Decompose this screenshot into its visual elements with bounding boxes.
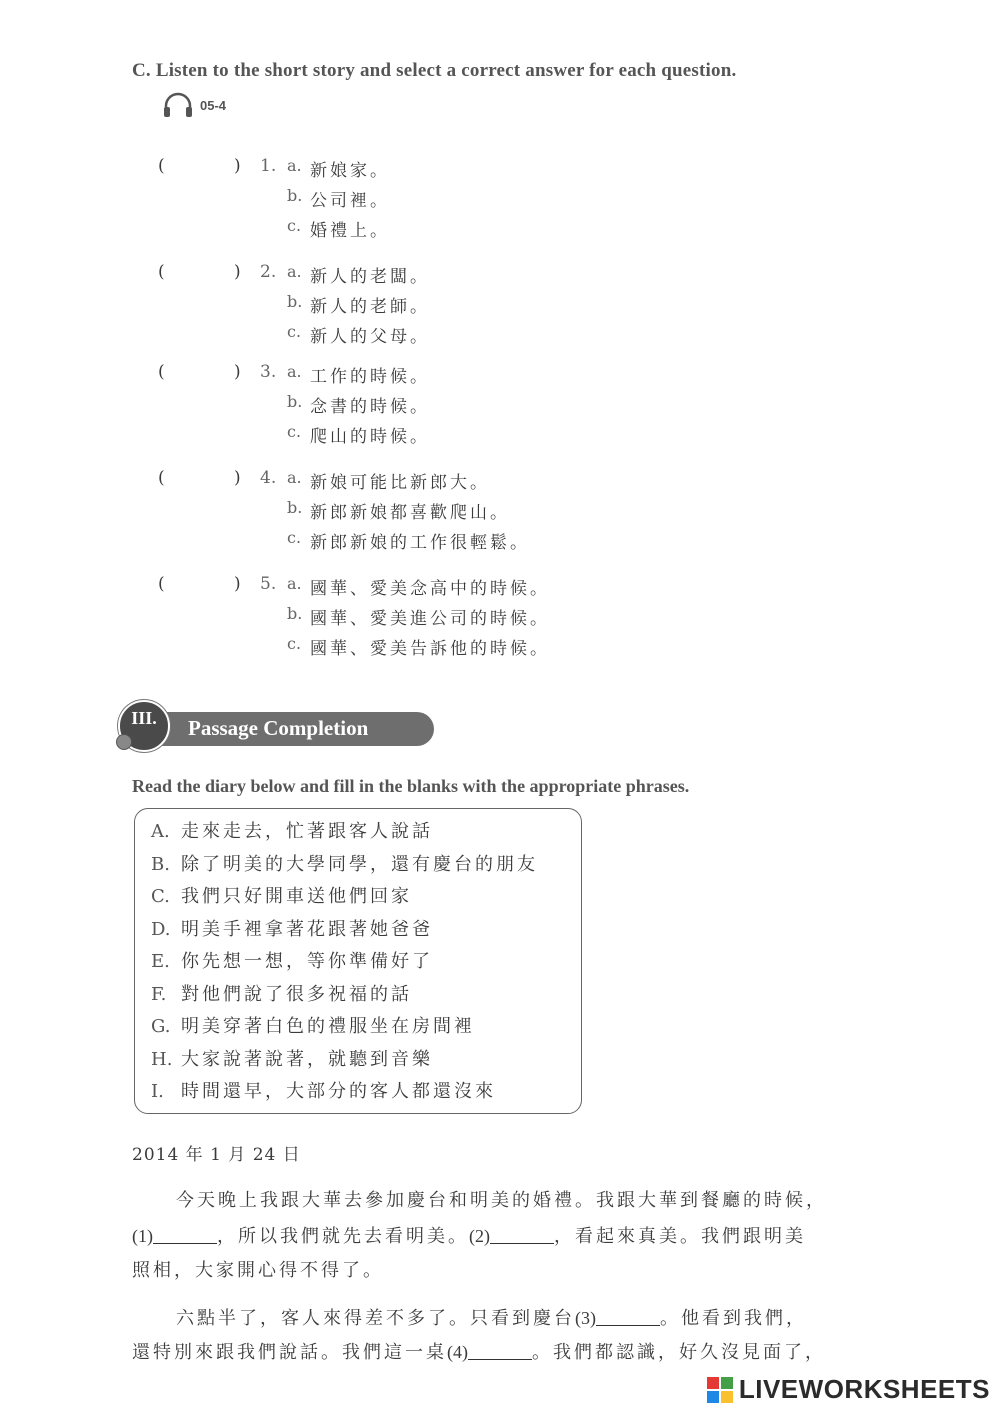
question-number: 1. <box>260 156 277 176</box>
phrase-text: 大家說著說著，就聽到音樂 <box>181 1048 433 1070</box>
option-letter: c. <box>287 322 302 341</box>
phrase-letter: C. <box>151 886 170 907</box>
question-number: 4. <box>260 468 277 488</box>
blank-1-number: (1) <box>132 1226 153 1246</box>
phrase-item[interactable] <box>151 947 433 973</box>
option-letter: a. <box>287 156 302 175</box>
phrase-item[interactable] <box>151 980 412 1006</box>
answer-paren-open[interactable]: ( <box>158 262 165 282</box>
diary-date: 2014 年 1 月 24 日 <box>132 1145 301 1165</box>
option-letter: b. <box>287 604 303 623</box>
liveworksheets-logo[interactable] <box>707 1374 990 1405</box>
logo-square <box>707 1391 719 1403</box>
phrase-text: 除了明美的大學同學，還有慶台的朋友 <box>181 853 538 875</box>
option-letter: c. <box>287 422 302 441</box>
diary-p1-line1: 今天晚上我跟大華去參加慶台和明美的婚禮。我跟大華到餐廳的時候， <box>176 1190 827 1211</box>
blank-2-number: (2) <box>469 1226 490 1246</box>
blank-1-input[interactable] <box>153 1223 217 1244</box>
phrase-item[interactable] <box>151 850 538 876</box>
blank-2-input[interactable] <box>490 1223 554 1244</box>
answer-paren-open[interactable]: ( <box>158 362 165 382</box>
option-text: 新郎新娘都喜歡爬山。 <box>310 503 510 523</box>
question-3-option-1[interactable] <box>158 362 758 392</box>
option-text: 公司裡。 <box>310 191 390 211</box>
phrase-text: 明美穿著白色的禮服坐在房間裡 <box>181 1016 475 1037</box>
phrase-letter: B. <box>151 853 170 875</box>
option-text: 新娘可能比新郎大。 <box>310 473 490 493</box>
question-5-option-3[interactable] <box>158 634 758 664</box>
answer-paren-open[interactable]: ( <box>158 156 165 176</box>
option-text: 國華、愛美進公司的時候。 <box>310 609 550 629</box>
section-iii-number: III. <box>131 708 157 728</box>
option-text: 新人的老師。 <box>310 297 430 317</box>
phrase-letter: E. <box>151 951 170 972</box>
option-letter: b. <box>287 186 303 205</box>
diary-p2-line2a: 還特別來跟我們說話。我們這一桌 <box>132 1342 447 1363</box>
phrase-box <box>134 808 582 1114</box>
phrase-letter: I. <box>151 1081 164 1102</box>
phrase-text: 你先想一想，等你準備好了 <box>181 951 433 972</box>
option-text: 爬山的時候。 <box>310 427 430 447</box>
diary-p2-line1b: 。他看到我們， <box>660 1308 807 1329</box>
diary-p1-line2b: ，看起來真美。我們跟明美 <box>554 1226 806 1247</box>
option-letter: a. <box>287 362 302 381</box>
question-2-option-3[interactable] <box>158 322 758 352</box>
question-1-option-3[interactable] <box>158 216 758 246</box>
phrase-letter: G. <box>151 1016 171 1037</box>
diary-p2-line1 <box>176 1304 807 1330</box>
option-text: 新人的老闆。 <box>310 267 430 287</box>
question-2-option-1[interactable] <box>158 262 758 292</box>
phrase-item[interactable] <box>151 915 433 941</box>
blank-4-input[interactable] <box>468 1339 532 1360</box>
question-1-option-2[interactable] <box>158 186 758 216</box>
phrase-item[interactable] <box>151 882 412 908</box>
answer-paren-open[interactable]: ( <box>158 574 165 594</box>
option-letter: b. <box>287 498 303 517</box>
option-letter: c. <box>287 216 302 235</box>
question-1-option-1[interactable] <box>158 156 758 186</box>
phrase-text: 我們只好開車送他們回家 <box>181 886 412 907</box>
phrase-letter: H. <box>151 1048 173 1070</box>
question-2 <box>158 262 758 352</box>
diary-p2-line2b: 。我們都認識，好久沒見面了， <box>532 1342 826 1363</box>
option-letter: a. <box>287 574 302 593</box>
phrase-letter: A. <box>151 821 170 842</box>
diary-p2-line1a: 六點半了，客人來得差不多了。只看到慶台 <box>176 1308 575 1329</box>
question-number: 3. <box>260 362 277 382</box>
section-iii-banner <box>116 700 446 756</box>
banner-dot <box>116 734 132 750</box>
question-4-option-3[interactable] <box>158 528 758 558</box>
question-number: 2. <box>260 262 277 282</box>
question-3-option-2[interactable] <box>158 392 758 422</box>
section-iii-instruction: Read the diary below and fill in the blanks with the appropriate phrases. <box>132 776 690 796</box>
answer-paren-close[interactable]: ) <box>234 262 241 282</box>
option-letter: b. <box>287 392 303 411</box>
phrase-letter: D. <box>151 918 171 940</box>
logo-text: LIVEWORKSHEETS <box>738 1374 990 1404</box>
question-3 <box>158 362 758 452</box>
answer-paren-close[interactable]: ) <box>234 156 241 176</box>
answer-paren-close[interactable]: ) <box>234 574 241 594</box>
question-2-option-2[interactable] <box>158 292 758 322</box>
diary-p1-line2a: ，所以我們就先去看明美。 <box>217 1226 469 1247</box>
phrase-text: 時間還早，大部分的客人都還沒來 <box>181 1081 496 1102</box>
logo-square <box>721 1377 733 1389</box>
option-letter: c. <box>287 528 302 547</box>
question-4-option-2[interactable] <box>158 498 758 528</box>
phrase-text: 走來走去，忙著跟客人說話 <box>181 821 433 842</box>
headphones-icon <box>162 92 194 118</box>
option-letter: a. <box>287 468 302 487</box>
logo-mark-icon <box>707 1377 733 1403</box>
logo-square <box>707 1377 719 1389</box>
audio-track[interactable] <box>162 92 226 118</box>
question-5-option-1[interactable] <box>158 574 758 604</box>
question-1 <box>158 156 758 246</box>
diary-p2-line2 <box>132 1338 826 1364</box>
phrase-item[interactable] <box>151 1045 433 1071</box>
option-text: 工作的時候。 <box>310 367 430 387</box>
section-c-heading: C. Listen to the short story and select a correct answer for each question. <box>132 60 737 81</box>
answer-paren-close[interactable]: ) <box>234 468 241 488</box>
phrase-item[interactable] <box>151 1012 475 1038</box>
option-letter: b. <box>287 292 303 311</box>
diary-p1-line3: 照相，大家開心得不得了。 <box>132 1260 384 1281</box>
blank-3-input[interactable] <box>596 1305 660 1326</box>
phrase-item[interactable] <box>151 817 433 843</box>
diary-p1-line2 <box>132 1222 806 1248</box>
section-iii-title: Passage Completion <box>188 716 369 740</box>
phrase-letter: F. <box>151 983 167 1005</box>
option-text: 新人的父母。 <box>310 327 430 347</box>
option-text: 新郎新娘的工作很輕鬆。 <box>310 533 530 553</box>
option-text: 婚禮上。 <box>310 221 390 241</box>
question-5 <box>158 574 758 664</box>
phrase-text: 明美手裡拿著花跟著她爸爸 <box>181 918 433 940</box>
logo-square <box>721 1391 733 1403</box>
option-text: 念書的時候。 <box>310 397 430 417</box>
option-text: 國華、愛美念高中的時候。 <box>310 579 550 599</box>
question-number: 5. <box>260 574 277 594</box>
track-number: 05-4 <box>200 97 227 113</box>
answer-paren-open[interactable]: ( <box>158 468 165 488</box>
phrase-item[interactable] <box>151 1077 496 1103</box>
question-3-option-3[interactable] <box>158 422 758 452</box>
question-4 <box>158 468 758 558</box>
option-text: 國華、愛美告訴他的時候。 <box>310 639 550 659</box>
blank-4-number: (4) <box>447 1342 468 1362</box>
question-5-option-2[interactable] <box>158 604 758 634</box>
option-letter: c. <box>287 634 302 653</box>
answer-paren-close[interactable]: ) <box>234 362 241 382</box>
option-letter: a. <box>287 262 302 281</box>
option-text: 新娘家。 <box>310 161 390 181</box>
question-4-option-1[interactable] <box>158 468 758 498</box>
blank-3-number: (3) <box>575 1308 596 1328</box>
phrase-text: 對他們說了很多祝福的話 <box>181 983 412 1005</box>
